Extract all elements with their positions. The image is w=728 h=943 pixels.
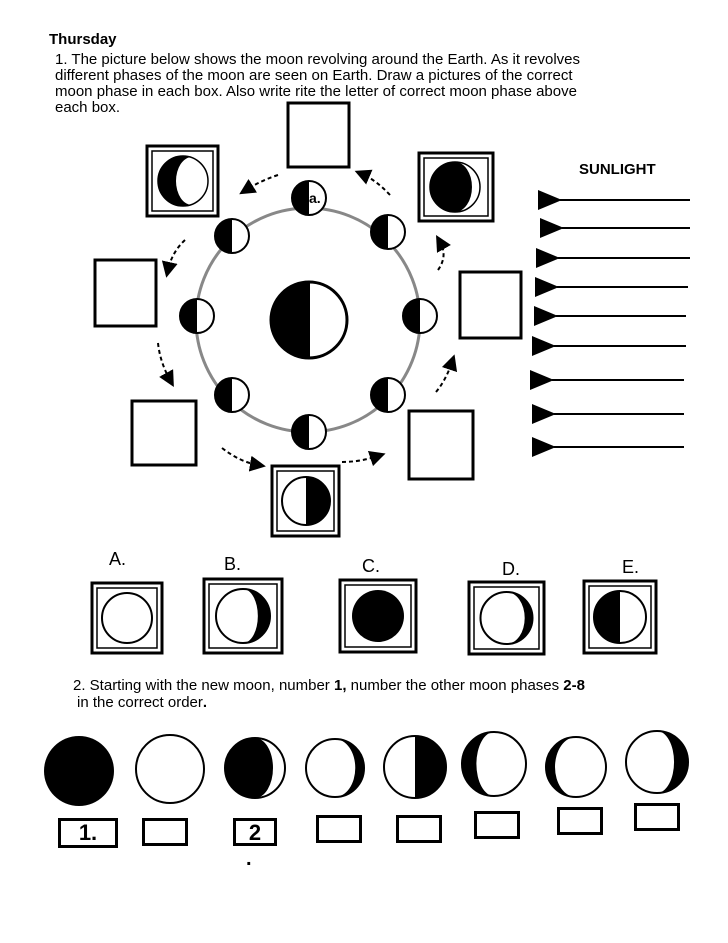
- question2-bold-2-8: 2-8: [563, 677, 585, 694]
- orbit-moon-8: [292, 415, 326, 449]
- question2-line1: [73, 677, 585, 695]
- choice-letter-d: D.: [502, 559, 520, 579]
- sunlight-label: SUNLIGHT: [579, 161, 656, 178]
- choice-box-e: [584, 581, 656, 653]
- sequence-moon-5: [384, 736, 446, 798]
- sequence-moon-2: [136, 735, 204, 803]
- answer-box-lower-right: [409, 411, 473, 479]
- choice-box-a: [92, 583, 162, 653]
- sequence-box-1[interactable]: 1.: [58, 818, 118, 848]
- example-box-bottom: [272, 466, 339, 536]
- orbit-moon-4: [180, 299, 214, 333]
- example-box-top-right: [419, 153, 493, 221]
- example-box-top-left: [147, 146, 218, 216]
- orbit-moon-5: [403, 299, 437, 333]
- choice-letter-c: C.: [362, 556, 380, 576]
- question1-line3: moon phase in each box. Also write rite the letter of correct moon phase above: [55, 83, 577, 100]
- orbit-moon-3: [371, 215, 405, 249]
- sequence-moon-6: [462, 732, 526, 796]
- choice-box-d: [469, 582, 544, 654]
- orbit-moon-2: [215, 219, 249, 253]
- orbit-moon-6: [215, 378, 249, 412]
- choice-moon-c: [352, 590, 404, 642]
- sequence-box-5[interactable]: [396, 815, 442, 843]
- question1-line4: each box.: [55, 99, 121, 116]
- sequence-box-6[interactable]: [474, 811, 520, 839]
- choice-moon-d: [481, 592, 533, 644]
- sequence-box-4[interactable]: [316, 815, 362, 843]
- example-letter: a.: [309, 190, 321, 206]
- sequence-moon-4: [306, 739, 364, 797]
- stray-mark: .: [246, 848, 252, 870]
- choice-letter-b: B.: [224, 554, 242, 574]
- sequence-moon-8: [626, 731, 688, 793]
- sequence-box-3[interactable]: 2: [233, 818, 277, 846]
- earth: [271, 282, 347, 358]
- answer-box-top: [288, 103, 349, 167]
- question1-line1: 1. The picture below shows the moon revolving around the Earth. As it revolves: [55, 51, 581, 68]
- answer-box-lower-left: [132, 401, 196, 465]
- question2-bold-1: 1,: [333, 677, 347, 694]
- question1-line2: different phases of the moon are seen on Earth. Draw a pictures of the correct: [55, 67, 573, 84]
- sequence-moon-3: [225, 738, 285, 798]
- question2-line2: [77, 694, 207, 712]
- orbit-moon-7: [371, 378, 405, 412]
- choice-moon-b: [216, 589, 270, 643]
- sequence-box-7[interactable]: [557, 807, 603, 835]
- question2-text-b: number the other moon phases: [346, 677, 564, 694]
- sequence-moon-1: [44, 736, 114, 806]
- choice-box-b: [204, 579, 282, 653]
- question2-period: .: [202, 694, 208, 711]
- sunlight-arrows: [552, 200, 690, 447]
- sequence-box-8[interactable]: [634, 803, 680, 831]
- sequence-moon-7: [546, 737, 606, 797]
- sequence-box-2[interactable]: [142, 818, 188, 846]
- choice-moon-e: [594, 591, 646, 643]
- page-title: Thursday: [49, 31, 117, 48]
- question2-text-a: 2. Starting with the new moon, number: [73, 677, 334, 694]
- choice-box-c: [340, 580, 416, 652]
- choice-letter-e: E.: [622, 557, 640, 577]
- choice-moon-a: [102, 593, 152, 643]
- question2-text-c: in the correct order: [77, 694, 203, 711]
- answer-box-right: [460, 272, 521, 338]
- answer-box-left: [95, 260, 156, 326]
- choice-letter-a: A.: [109, 549, 127, 569]
